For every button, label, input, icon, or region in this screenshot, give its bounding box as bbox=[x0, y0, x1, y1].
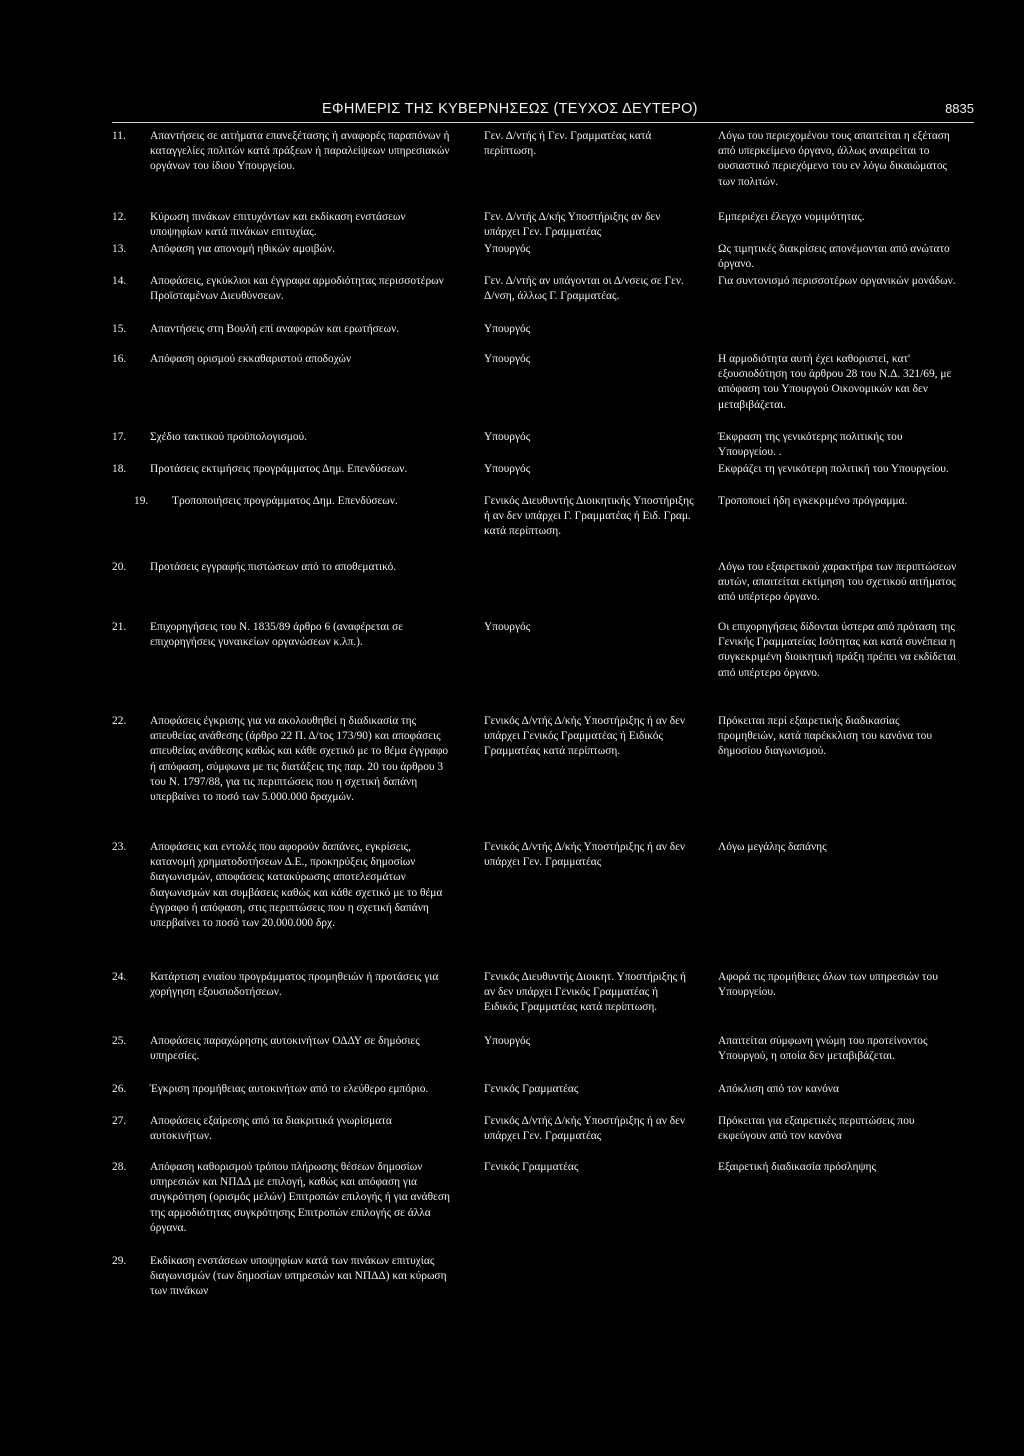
subject-cell: Έγκριση προμήθειας αυτοκινήτων από το ελεύθερο εμπόριο. bbox=[150, 1083, 429, 1095]
justification-cell: Λόγω του περιεχομένου τους απαιτείται η εξέταση από υπερκείμενο όργανο, άλλως αναιρείται το ουσιαστικό περιεχόμενο του εν λόγω δικαιώματος των πολιτών. bbox=[718, 130, 950, 188]
authority-cell: Γενικός Δ/ντής Δ/κής Υποστήριξης ή αν δεν υπάρχει Γεν. Γραμματέας bbox=[484, 841, 686, 869]
page-header bbox=[112, 100, 974, 123]
authority-cell: Υπουργός bbox=[484, 1035, 531, 1047]
justification-cell: Τροποποιεί ήδη εγκεκριμένο πρόγραμμα. bbox=[718, 495, 908, 507]
subject-cell: Απόφαση καθορισμού τρόπου πλήρωσης θέσεων δημοσίων υπηρεσιών και ΝΠΔΔ με επιλογή, καθώς και απόφαση για συγκρότηση (ορισμός μελών) Επιτροπών επιλογής ή για ανάθεση της αρμοδιότητας συγκρότησης Επιτροπών επιλογής σε άλλα όργανα. bbox=[150, 1161, 450, 1234]
item-number: 11. bbox=[112, 130, 126, 142]
item-number: 15. bbox=[112, 323, 127, 335]
item-number: 28. bbox=[112, 1161, 127, 1173]
gazette-title: ΕΦΗΜΕΡΙΣ ΤΗΣ ΚΥΒΕΡΝΗΣΕΩΣ (ΤΕΥΧΟΣ ΔΕΥΤΕΡΟ) bbox=[322, 101, 698, 117]
authority-cell: Υπουργός bbox=[484, 243, 531, 255]
justification-cell: Εκφράζει τη γενικότερη πολιτική του Υπουργείου. bbox=[718, 463, 949, 475]
subject-cell: Επιχορηγήσεις του Ν. 1835/89 άρθρο 6 (αναφέρεται σε επιχορηγήσεις γυναικείων οργανώσεων κ.λπ.). bbox=[150, 621, 404, 649]
item-number: 27. bbox=[112, 1115, 127, 1127]
justification-cell: Πρόκειται περί εξαιρετικής διαδικασίας προμηθειών, κατά παρέκκλιση του κανόνα του δημοσίου διαγωνισμού. bbox=[718, 715, 932, 758]
justification-cell: Πρόκειται για εξαιρετικές περιπτώσεις που εκφεύγουν από τον κανόνα bbox=[718, 1115, 915, 1143]
authority-cell: Γενικός Γραμματέας bbox=[484, 1161, 579, 1173]
justification-cell: Οι επιχορηγήσεις δίδονται ύστερα από πρόταση της Γενικής Γραμματείας Ισότητας και κατά συνέπεια η συγκεκριμένη διοικητική πράξη πρέπει να εκδίδεται από υπέρτερο όργανο. bbox=[718, 621, 957, 679]
subject-cell: Αποφάσεις έγκρισης για να ακολουθηθεί η διαδικασία της απευθείας ανάθεσης (άρθρο 22 Π. Δ/τος 173/90) και αποφάσεις απευθείας ανάθεσης καθώς και κάθε σχετικό με το θέμα έγγραφο ή απόφαση, σύμφωνα με τις διατάξεις της παρ. 20 του άρθρου 3 του Ν. 1797/88, για τις περιπτώσεις που η σχετική δαπάνη υπερβαίνει το ποσό των 5.000.000 δραχμών. bbox=[150, 715, 449, 804]
subject-cell: Κατάρτιση ενιαίου προγράμματος προμηθειών ή προτάσεις για χορήγηση εξουσιοδοτήσεων. bbox=[150, 971, 439, 999]
authority-cell: Γενικός Δ/ντής Δ/κής Υποστήριξης ή αν δεν υπάρχει Γενικός Γραμματέας ή Ειδικός Γραμματέας κατά περίπτωση. bbox=[484, 715, 686, 758]
authority-cell: Γεν. Δ/ντής ή Γεν. Γραμματέας κατά περίπτωση. bbox=[484, 130, 652, 158]
justification-cell: Εξαιρετική διαδικασία πρόσληψης bbox=[718, 1161, 877, 1173]
justification-cell: Αφορά τις προμήθειες όλων των υπηρεσιών του Υπουργείου. bbox=[718, 971, 938, 999]
authority-cell: Υπουργός bbox=[484, 463, 531, 475]
item-number: 26. bbox=[112, 1083, 127, 1095]
authority-cell: Υπουργός bbox=[484, 431, 531, 443]
authority-cell: Υπουργός bbox=[484, 621, 531, 633]
item-number: 24. bbox=[112, 971, 127, 983]
page-number: 8835 bbox=[945, 101, 974, 116]
subject-cell: Προτάσεις εγγραφής πιστώσεων από το αποθεματικό. bbox=[150, 561, 397, 573]
justification-cell: Εμπεριέχει έλεγχο νομιμότητας. bbox=[718, 211, 865, 223]
justification-cell: Για συντονισμό περισσοτέρων οργανικών μονάδων. bbox=[718, 275, 956, 287]
authority-cell: Γεν. Δ/ντής Δ/κής Υποστήριξης αν δεν υπάρχει Γεν. Γραμματέας bbox=[484, 211, 661, 239]
authority-cell: Γενικός Διευθυντής Διοικητ. Υποστήριξης ή αν δεν υπάρχει Γενικός Γραμματέας ή Ειδικός Γραμματέας κατά περίπτωση. bbox=[484, 971, 686, 1014]
justification-cell: Απόκλιση από τον κανόνα bbox=[718, 1083, 839, 1095]
item-number: 25. bbox=[112, 1035, 127, 1047]
subject-cell: Τροποποιήσεις προγράμματος Δημ. Επενδύσεων. bbox=[172, 495, 398, 507]
item-number: 17. bbox=[112, 431, 127, 443]
subject-cell: Αποφάσεις, εγκύκλιοι και έγγραφα αρμοδιότητας περισσοτέρων Προϊσταμένων Διευθύνσεων. bbox=[150, 275, 444, 303]
subject-cell: Αποφάσεις και εντολές που αφορούν δαπάνες, εγκρίσεις, κατανομή χρηματοδοτήσεων Δ.Ε., προκηρύξεις δημοσίων διαγωνισμών, αποφάσεις κατακύρωσης αποτελεσμάτων διαγωνισμών και συμβάσεις καθώς και κάθε σχετικό με το θέμα έγγραφο ή απόφαση, στις περιπτώσεις που η σχετική δαπάνη υπερβαίνει το ποσό των 20.000.000 δρχ. bbox=[150, 841, 443, 930]
justification-cell: Λόγω μεγάλης δαπάνης bbox=[718, 841, 827, 853]
subject-cell: Απαντήσεις στη Βουλή επί αναφορών και ερωτήσεων. bbox=[150, 323, 400, 335]
authority-cell: Γεν. Δ/ντής αν υπάγονται οι Δ/νσεις σε Γεν. Δ/νση, άλλως Γ. Γραμματέας. bbox=[484, 275, 684, 303]
subject-cell: Κύρωση πινάκων επιτυχόντων και εκδίκαση ενστάσεων υποψηφίων κατά πινάκων επιτυχίας. bbox=[150, 211, 406, 239]
authority-cell: Υπουργός bbox=[484, 323, 531, 335]
item-number: 13. bbox=[112, 243, 127, 255]
item-number: 19. bbox=[134, 495, 149, 507]
subject-cell: Απόφαση ορισμού εκκαθαριστού αποδοχών bbox=[150, 353, 352, 365]
authority-cell: Γενικός Δ/ντής Δ/κής Υποστήριξης ή αν δεν υπάρχει Γεν. Γραμματέας bbox=[484, 1115, 686, 1143]
item-number: 22. bbox=[112, 715, 127, 727]
item-number: 18. bbox=[112, 463, 127, 475]
item-number: 20. bbox=[112, 561, 127, 573]
justification-cell: Λόγω του εξαιρετικού χαρακτήρα των περιπτώσεων αυτών, απαιτείται εκτίμηση του σχετικού αιτήματος από υπέρτερο όργανο. bbox=[718, 561, 957, 604]
justification-cell: Η αρμοδιότητα αυτή έχει καθοριστεί, κατ' εξουσιοδότηση του άρθρου 28 του Ν.Δ. 321/69, με απόφαση του Υπουργού Οικονομικών και δεν μεταβιβάζεται. bbox=[718, 353, 952, 411]
item-number: 21. bbox=[112, 621, 127, 633]
justification-cell: Ως τιμητικές διακρίσεις απονέμονται από ανώτατο όργανο. bbox=[718, 243, 950, 271]
item-number: 23. bbox=[112, 841, 127, 853]
subject-cell: Απόφαση για απονομή ηθικών αμοιβών. bbox=[150, 243, 335, 255]
subject-cell: Εκδίκαση ενστάσεων υποψηφίων κατά των πινάκων επιτυχίας διαγωνισμών (των δημοσίων υπηρεσιών και ΝΠΔΔ) και κύρωση των πινάκων bbox=[150, 1255, 447, 1298]
subject-cell: Σχέδιο τακτικού προϋπολογισμού. bbox=[150, 431, 308, 443]
authority-cell: Υπουργός bbox=[484, 353, 531, 365]
justification-cell: Έκφραση της γενικότερης πολιτικής του Υπουργείου. . bbox=[718, 431, 903, 459]
subject-cell: Αποφάσεις παραχώρησης αυτοκινήτων ΟΔΔΥ σε δημόσιες υπηρεσίες. bbox=[150, 1035, 420, 1063]
subject-cell: Απαντήσεις σε αιτήματα επανεξέτασης ή αναφορές παραπόνων ή καταγγελίες πολιτών κατά πράξεων ή παραλείψεων υπηρεσιακών οργάνων του ίδιου Υπουργείου. bbox=[150, 130, 450, 173]
authority-cell: Γενικός Γραμματέας bbox=[484, 1083, 579, 1095]
item-number: 12. bbox=[112, 211, 127, 223]
item-number: 14. bbox=[112, 275, 127, 287]
item-number: 29. bbox=[112, 1255, 127, 1267]
item-number: 16. bbox=[112, 353, 127, 365]
authority-cell: Γενικός Διευθυντής Διοικητικής Υποστήριξης ή αν δεν υπάρχει Γ. Γραμματέας ή Ειδ. Γραμ. κατά περίπτωση. bbox=[484, 495, 694, 538]
subject-cell: Αποφάσεις εξαίρεσης από τα διακριτικά γνωρίσματα αυτοκινήτων. bbox=[150, 1115, 392, 1143]
subject-cell: Προτάσεις εκτιμήσεις προγράμματος Δημ. Επενδύσεων. bbox=[150, 463, 408, 475]
justification-cell: Απαιτείται σύμφωνη γνώμη του προτείνοντος Υπουργού, η οποία δεν μεταβιβάζεται. bbox=[718, 1035, 928, 1063]
